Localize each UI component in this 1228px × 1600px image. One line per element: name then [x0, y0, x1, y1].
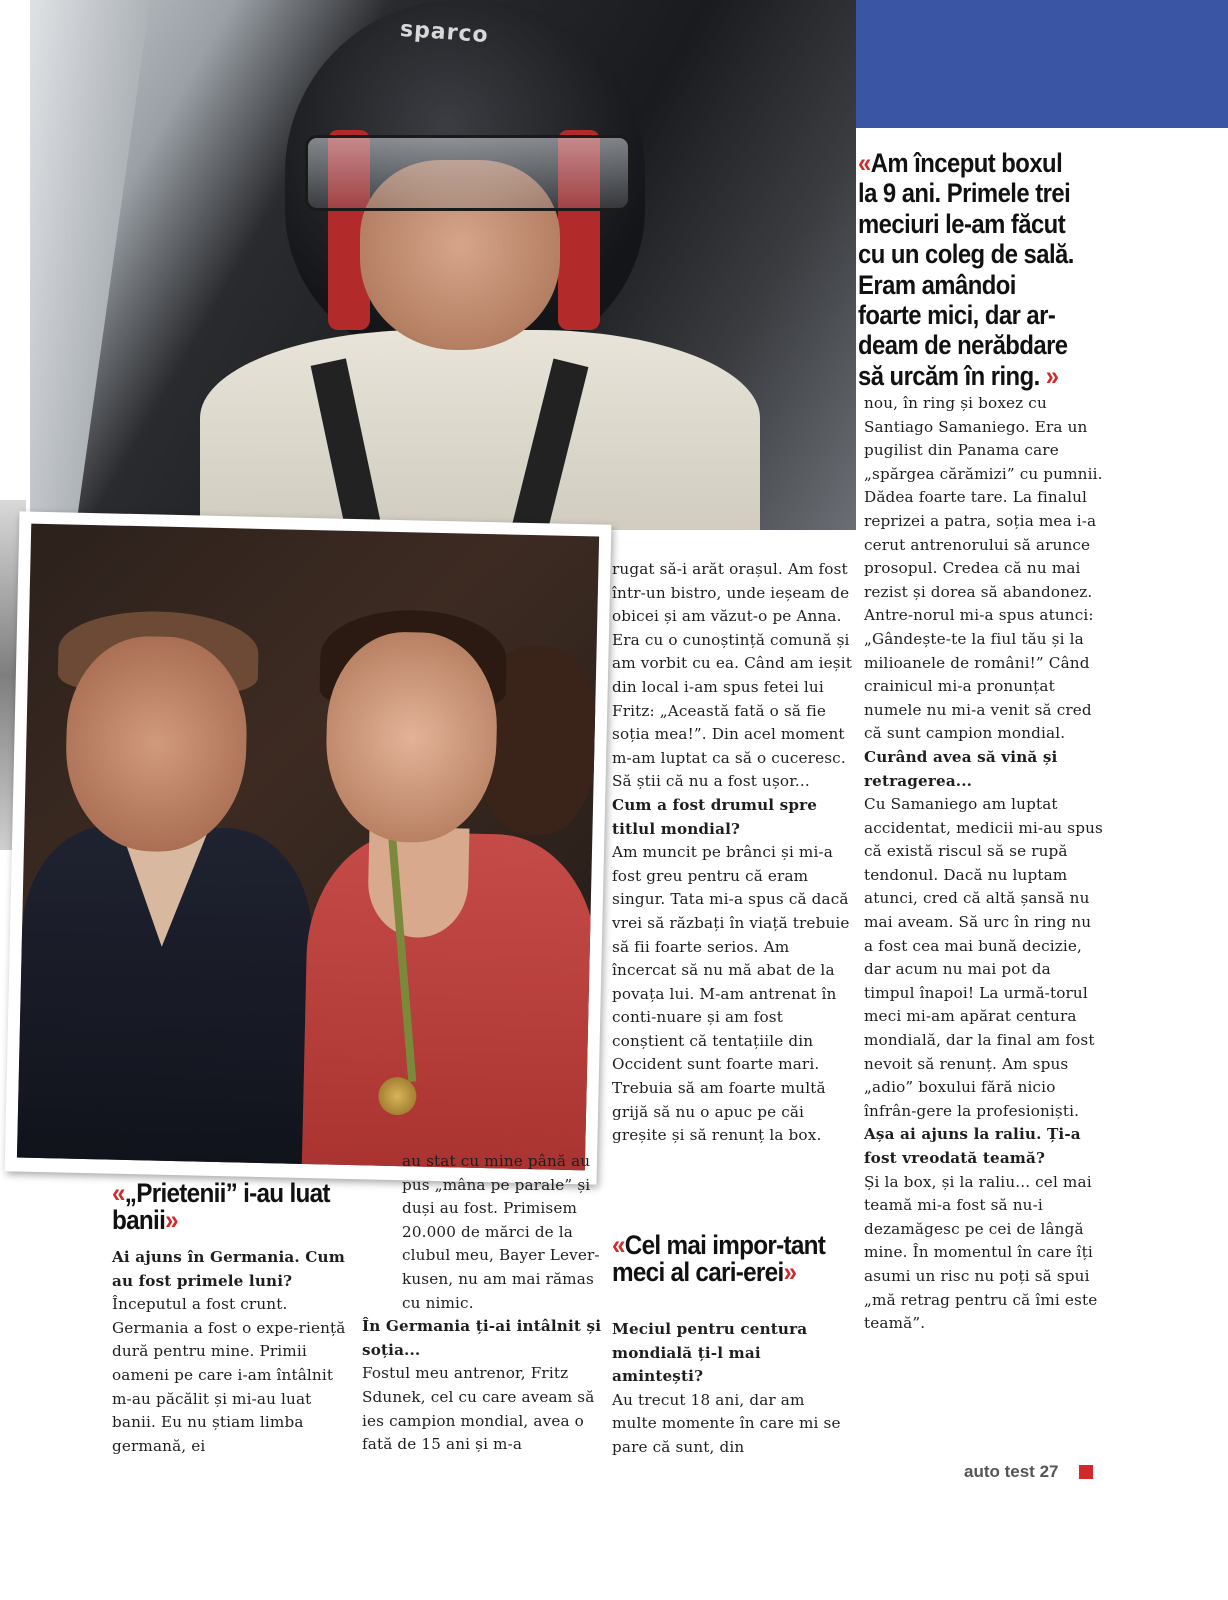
interview-question: În Germania ți-ai intâlnit și soția...	[362, 1317, 602, 1359]
open-quote-mark: «	[858, 148, 871, 178]
boxing-photo-image	[17, 524, 599, 1171]
close-quote-mark: »	[1045, 360, 1059, 391]
subhead-text: Cel mai impor-tant meci al cari-erei	[612, 1230, 826, 1287]
interview-answer-continued: nou, în ring și boxez cu Santiago Samaniego. Era un pugilist din Panama care „spărgea cărămizi” cu pumnii. Dădea foarte tare. La finalul reprizei a patra, soția mea i-a cerut antrenorului să arunce prosopul. Credea că nu mai rezist și dorea să abandonez. Antre-norul mi-a spus atunci: „Gândește-te la fiul tău și la milioanele de români!” Când crainicul mi-a pronunțat numele nu mi-a venit să cred că sunt campion mondial.	[864, 394, 1103, 743]
page-margin	[0, 0, 30, 128]
page-footer	[964, 1462, 1059, 1482]
close-quote-mark: »	[783, 1257, 797, 1287]
boxer-face	[324, 630, 499, 844]
interview-answer-continued: rugat să-i arăt orașul. Am fost într-un bistro, unde ieșeam de obicei și am văzut-o pe Anna. Era cu o cunoștință comună și am vorbit cu ea. Când am ieșit din local i-am spus fetei lui Fritz: „Această fată o să fie soția mea!”. Din acel moment m-am luptat ca să o cuceresc. Să știi că nu a fost ușor...	[612, 560, 852, 791]
subhead-friends	[112, 1180, 337, 1234]
subhead-text: „Prietenii” i-au luat banii	[112, 1178, 330, 1235]
pull-quote	[858, 148, 1081, 391]
rally-driver-photo	[30, 0, 856, 530]
interview-answer: Au trecut 18 ani, dar am multe momente în care mi se pare că sunt, din	[612, 1390, 841, 1456]
magazine-name: auto test	[964, 1462, 1035, 1481]
open-quote-mark: «	[612, 1230, 625, 1260]
helmet-visor	[305, 135, 631, 211]
text-column-1	[112, 1246, 352, 1458]
interview-question: Meciul pentru centura mondială ți-l mai amintești?	[612, 1320, 808, 1386]
interview-answer-continued: au stat cu mine până au pus „mâna pe parale” și duși au fost. Primisem 20.000 de mărci de la clubul meu, Bayer Lever-kusen, nu am mai rămas cu nimic.	[402, 1152, 600, 1312]
interview-question: Curând avea să vină și retragerea...	[864, 747, 1058, 790]
interview-answer: Și la box, și la raliu... cel mai teamă mi-a fost să nu-i dezamăgesc pe cei de lângă mine. În momentul în care îți asumi un risc nu poți să spui „mă retrag pentru că îmi este teamă”.	[864, 1172, 1098, 1333]
interview-answer: Fostul meu antrenor, Fritz Sdunek, cel cu care aveam să ies campion mondial, avea o fată de 15 ani și m-a	[362, 1364, 595, 1454]
pull-quote-text: Am început boxul la 9 ani. Primele trei meciuri le-am făcut cu un coleg de sală. Eram amândoi foarte mici, dar ar-deam de nerăbdare să urcăm în ring.	[858, 148, 1074, 391]
page-number: 27	[1039, 1462, 1059, 1481]
text-column-3	[612, 558, 852, 1148]
car-pillar	[30, 0, 150, 530]
text-column-3-bottom	[612, 1318, 852, 1460]
open-quote-mark: «	[112, 1178, 125, 1208]
interview-answer: Am muncit pe brânci și mi-a fost greu pentru că eram singur. Tata mi-a spus că dacă vrei să răzbați în viață trebuie să fii foarte serios. Am încercat să nu mă abat de la povața lui. M-am antrenat în conti-nuare și am fost conștient că tentațiile din Occident sunt foarte mari. Trebuia să am foarte multă grijă să nu o apuc pe căi greșite și să renunț la box.	[612, 843, 850, 1145]
interview-question: Așa ai ajuns la raliu. Ți-a fost vreodată teamă?	[864, 1125, 1081, 1167]
footer-square-icon	[1079, 1465, 1093, 1479]
boxing-photo	[5, 511, 612, 1184]
interview-question: Cum a fost drumul spre titlul mondial?	[612, 795, 818, 838]
helmet-brand: sparco	[399, 16, 490, 49]
interview-answer: Cu Samaniego am luptat accidentat, medicii mi-au spus că există riscul să se rupă tendonul. Dacă nu luptam atunci, cred că altă șansă nu mai aveam. Să urc în ring nu a fost cea mai bună decizie, dar acum nu mai pot da timpul înapoi! La urmă-torul meci mi-am apărat centura mondială, dar la final am fost nevoit să renunț. Am spus „adio” boxului fără nicio înfrân-gere la profesioniști.	[864, 795, 1103, 1120]
text-column-4	[864, 392, 1104, 1336]
coach-face	[64, 635, 249, 854]
interview-answer: Începutul a fost crunt. Germania a fost o expe-riență dură pentru mine. Primii oameni pe care i-am întâlnit m-au păcălit și mi-au luat banii. Eu nu știam limba germană, ei	[112, 1295, 346, 1455]
interview-question: Ai ajuns în Germania. Cum au fost primele luni?	[112, 1248, 345, 1290]
close-quote-mark: »	[165, 1205, 178, 1235]
text-column-2	[362, 1150, 602, 1457]
subhead-match	[612, 1232, 837, 1286]
race-suit	[200, 330, 760, 530]
